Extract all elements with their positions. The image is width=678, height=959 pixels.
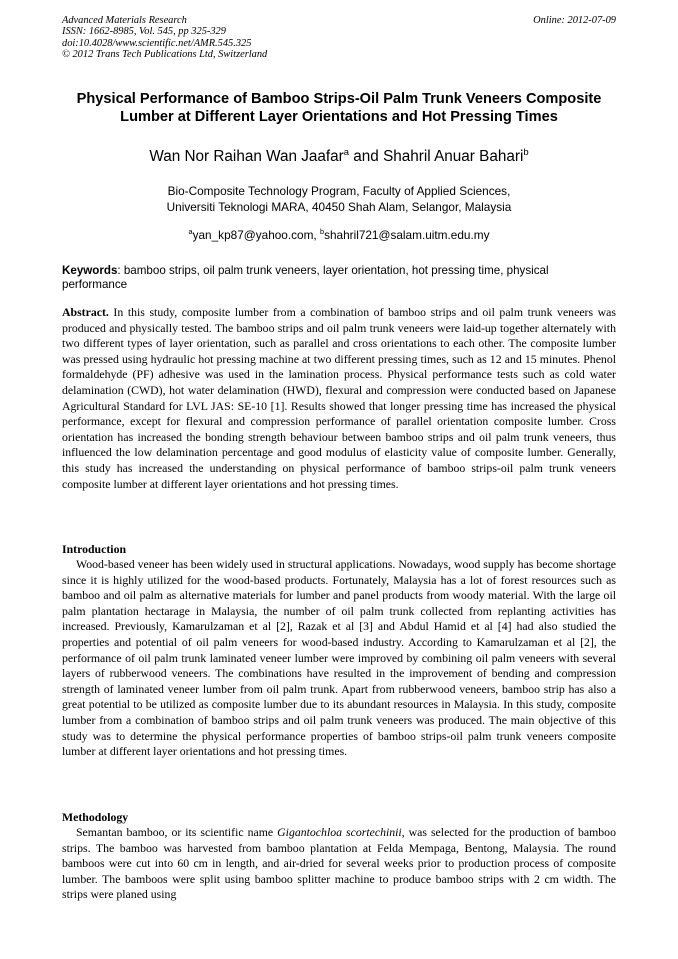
species-name: Gigantochloa scortechinii bbox=[277, 825, 402, 839]
affiliation-line: Bio-Composite Technology Program, Faculty of Applied Sciences, bbox=[167, 184, 511, 198]
paper-title: Physical Performance of Bamboo Strips-Oil Palm Trunk Veneers Composite Lumber at Different Layer Orientations and Hot Pressing Times bbox=[76, 91, 602, 125]
methodology-body bbox=[62, 825, 616, 903]
abstract-text: In this study, composite lumber from a combination of bamboo strips and oil palm trunk veneers was produced and physically tested. The bamboo strips and oil palm trunk veneers were laid-up together alternately with two different types of layer orientation, such as parallel and cross orientations to each other. The composite lumber was pressed using hydraulic hot pressing machine at two different pressing times, such as 12 and 15 minutes. Phenol formaldehyde (PF) adhesive was used in the lamination process. Physical performance tests such as cold water delamination (CWD), hot water delamination (HWD), flexural and compression were conducted based on Japanese Agricultural Standard for LVL JAS: SE-10 [1]. Results showed that longer pressing time has increased the physical performance, except for flexural and compression performance of parallel orientation composite lumber. Cross orientation has increased the bonding strength behaviour between bamboo strips and oil palm trunk veneers, thus influenced the low delamination percentage and good modulus of elasticity value of composite lumber. Generally, this study has increased the understanding on physical performance of bamboo strips-oil palm trunk veneers composite lumber at different layer orientations and hot pressing times. bbox=[62, 305, 616, 491]
email-superscript: b bbox=[320, 227, 325, 237]
email-link[interactable]: shahril721@salam.uitm.edu.my bbox=[324, 228, 490, 242]
methodology-text: Semantan bamboo, or its scientific name bbox=[76, 825, 278, 839]
author-conjunction: and bbox=[349, 148, 384, 165]
keywords bbox=[62, 264, 616, 292]
abstract bbox=[62, 305, 616, 492]
methodology-text: , was selected for the production of bamboo strips. The bamboo was harvested from bamboo plantation at Felda Mempaga, Bentong, Malaysia. The round bamboos were cut into 60 cm in length, and air-dried for several weeks prior to production process of composite lumber. The bamboos were split using bamboo splitter machine to produce bamboo strips with 2 cm width. The strips were planed using bbox=[62, 825, 616, 902]
copyright-line: © 2012 Trans Tech Publications Ltd, Switzerland bbox=[62, 48, 268, 60]
journal-header bbox=[62, 15, 267, 60]
keywords-text: : bamboo strips, oil palm trunk veneers, layer orientation, hot pressing time, physical performance bbox=[62, 264, 549, 291]
section-heading-introduction: Introduction bbox=[62, 542, 127, 556]
doi-line[interactable]: doi:10.4028/www.scientific.net/AMR.545.325 bbox=[62, 37, 252, 49]
author-name: Shahril Anuar Bahari bbox=[383, 148, 524, 165]
abstract-label: Abstract. bbox=[62, 305, 109, 319]
author-name: Wan Nor Raihan Wan Jaafar bbox=[149, 148, 344, 165]
author-emails bbox=[62, 227, 616, 243]
section-heading-methodology: Methodology bbox=[62, 810, 129, 824]
affiliation-line: Universiti Teknologi MARA, 40450 Shah Alam, Selangor, Malaysia bbox=[166, 200, 512, 214]
keywords-label: Keywords bbox=[62, 264, 118, 277]
author-superscript: b bbox=[523, 146, 529, 158]
issn-line: ISSN: 1662-8985, Vol. 545, pp 325-329 bbox=[62, 26, 226, 38]
introduction-body bbox=[62, 557, 616, 760]
email-link[interactable]: yan_kp87@yahoo.com, bbox=[192, 228, 320, 242]
methodology-paragraph bbox=[62, 825, 616, 903]
affiliation bbox=[62, 183, 616, 215]
introduction-paragraph: Wood-based veneer has been widely used in structural applications. Nowadays, wood supply has become shortage since it is highly utilized for the wood-based products. Fortunately, Malaysia has a lot of forest resources such as bamboo and oil palm as alternative materials for lumber and panel products from woody material. With the large oil palm plantation hectarage in Malaysia, the number of oil palm trunk collected from replanting activities has increased. Previously, Kamarulzaman et al [2], Razak et al [3] and Abdul Hamid et al [4] had also studied the properties and potential of oil palm veneers for wood-based industry. According to Kamarulzaman et al [2], the performance of oil palm trunk laminated veneer lumber were improved by combining oil palm veneers with several layers of rubberwood veneers. The combinations have resulted in the improvement of bending and compression strength of laminated veneer lumber from oil palm trunk. Apart from rubberwood veneers, bamboo strip has also a great potential to be utilized as composite lumber due to its abundant resources in Malaysia. In this study, composite lumber from a combination of bamboo strips and oil palm trunk veneers was produced. The main objective of this study was to determine the physical performance properties of bamboo strips-oil palm trunk veneers composite lumber at different layer orientations and hot pressing times. bbox=[62, 557, 616, 759]
online-date: Online: 2012-07-09 bbox=[533, 15, 616, 26]
author-superscript: a bbox=[343, 146, 350, 158]
journal-name: Advanced Materials Research bbox=[62, 15, 187, 26]
email-superscript: a bbox=[188, 227, 193, 237]
author-list bbox=[62, 148, 616, 166]
